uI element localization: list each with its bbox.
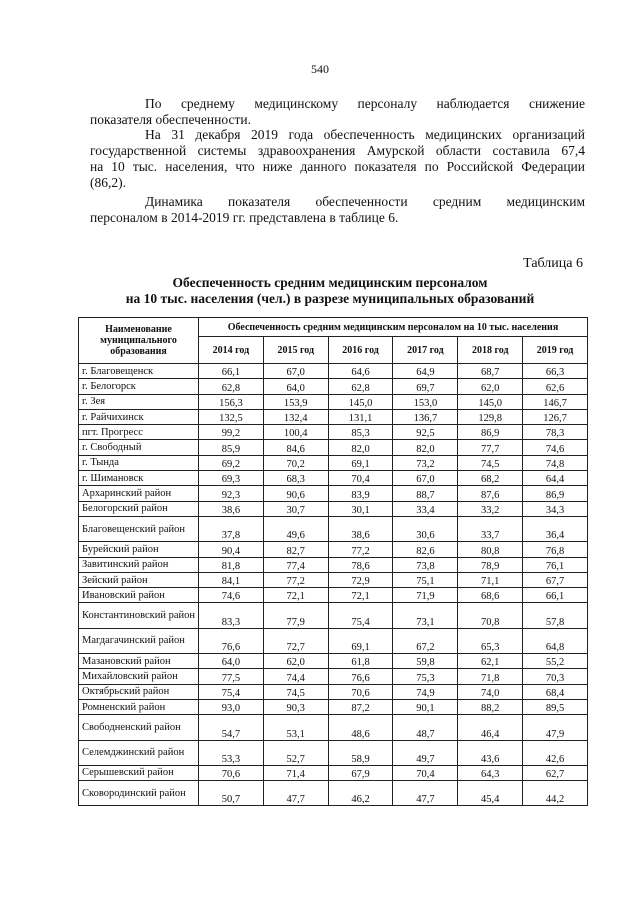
municipality-name: Благовещенский район xyxy=(79,516,199,541)
value-cell: 82,6 xyxy=(393,542,458,557)
value-cell: 136,7 xyxy=(393,409,458,424)
value-cell: 62,8 xyxy=(328,379,393,394)
value-cell: 34,3 xyxy=(523,501,588,516)
municipality-name: Константиновский район xyxy=(79,603,199,628)
value-cell: 70,3 xyxy=(523,669,588,684)
year-header: 2014 год xyxy=(199,337,264,364)
value-cell: 61,8 xyxy=(328,654,393,669)
value-cell: 90,4 xyxy=(199,542,264,557)
year-header: 2019 год xyxy=(523,337,588,364)
value-cell: 78,6 xyxy=(328,557,393,572)
value-cell: 42,6 xyxy=(523,740,588,765)
municipality-name: Серышевский район xyxy=(79,765,199,780)
municipality-name: Селемджинский район xyxy=(79,740,199,765)
value-cell: 100,4 xyxy=(263,425,328,440)
value-cell: 84,6 xyxy=(263,440,328,455)
value-cell: 78,9 xyxy=(458,557,523,572)
value-cell: 71,8 xyxy=(458,669,523,684)
municipality-name: Мазановский район xyxy=(79,654,199,669)
value-cell: 90,6 xyxy=(263,486,328,501)
municipality-name: г. Шимановск xyxy=(79,471,199,486)
value-cell: 72,7 xyxy=(263,628,328,653)
value-cell: 64,6 xyxy=(328,364,393,379)
value-cell: 64,4 xyxy=(523,471,588,486)
value-cell: 62,0 xyxy=(458,379,523,394)
value-cell: 90,3 xyxy=(263,699,328,714)
value-cell: 82,7 xyxy=(263,542,328,557)
value-cell: 126,7 xyxy=(523,409,588,424)
value-cell: 88,7 xyxy=(393,486,458,501)
value-cell: 46,2 xyxy=(328,781,393,806)
value-cell: 62,0 xyxy=(263,654,328,669)
value-cell: 82,0 xyxy=(328,440,393,455)
paragraph-1-rest: показателя обеспеченности. xyxy=(90,112,251,127)
value-cell: 74,5 xyxy=(458,455,523,470)
value-cell: 64,0 xyxy=(263,379,328,394)
value-cell: 66,1 xyxy=(523,588,588,603)
table-row xyxy=(79,765,588,780)
value-cell: 92,3 xyxy=(199,486,264,501)
value-cell: 132,4 xyxy=(263,409,328,424)
value-cell: 73,8 xyxy=(393,557,458,572)
value-cell: 71,9 xyxy=(393,588,458,603)
value-cell: 67,9 xyxy=(328,765,393,780)
value-cell: 83,3 xyxy=(199,603,264,628)
table-row xyxy=(79,364,588,379)
value-cell: 93,0 xyxy=(199,699,264,714)
value-cell: 82,0 xyxy=(393,440,458,455)
value-cell: 68,6 xyxy=(458,588,523,603)
value-cell: 45,4 xyxy=(458,781,523,806)
value-cell: 30,7 xyxy=(263,501,328,516)
value-cell: 77,7 xyxy=(458,440,523,455)
value-cell: 85,3 xyxy=(328,425,393,440)
table-row xyxy=(79,425,588,440)
value-cell: 75,1 xyxy=(393,572,458,587)
value-cell: 50,7 xyxy=(199,781,264,806)
paragraph-3-line-1: Динамика показателя обеспеченности средним медицинским xyxy=(145,194,585,209)
table-row xyxy=(79,379,588,394)
municipality-name: Архаринский район xyxy=(79,486,199,501)
staffing-table xyxy=(78,317,588,806)
value-cell: 47,7 xyxy=(393,781,458,806)
page-number: 540 xyxy=(311,62,329,76)
table-row xyxy=(79,684,588,699)
value-cell: 49,7 xyxy=(393,740,458,765)
table-row xyxy=(79,409,588,424)
table-row xyxy=(79,440,588,455)
value-cell: 87,6 xyxy=(458,486,523,501)
value-cell: 86,9 xyxy=(458,425,523,440)
value-cell: 75,4 xyxy=(199,684,264,699)
value-cell: 87,2 xyxy=(328,699,393,714)
value-cell: 57,8 xyxy=(523,603,588,628)
value-cell: 30,6 xyxy=(393,516,458,541)
table-row xyxy=(79,628,588,653)
value-cell: 48,7 xyxy=(393,715,458,740)
value-cell: 86,9 xyxy=(523,486,588,501)
value-cell: 70,6 xyxy=(328,684,393,699)
value-cell: 156,3 xyxy=(199,394,264,409)
value-cell: 33,7 xyxy=(458,516,523,541)
value-cell: 80,8 xyxy=(458,542,523,557)
value-cell: 84,1 xyxy=(199,572,264,587)
value-cell: 81,8 xyxy=(199,557,264,572)
value-cell: 64,0 xyxy=(199,654,264,669)
paragraph-1 xyxy=(90,96,585,128)
value-cell: 153,9 xyxy=(263,394,328,409)
value-cell: 69,7 xyxy=(393,379,458,394)
value-cell: 52,7 xyxy=(263,740,328,765)
value-cell: 38,6 xyxy=(328,516,393,541)
value-cell: 74,8 xyxy=(523,455,588,470)
value-cell: 73,1 xyxy=(393,603,458,628)
table-row xyxy=(79,740,588,765)
value-cell: 33,4 xyxy=(393,501,458,516)
table-title-line-2: на 10 тыс. населения (чел.) в разрезе муниципальных образований xyxy=(125,291,535,306)
value-cell: 62,6 xyxy=(523,379,588,394)
paragraph-3 xyxy=(90,194,585,226)
table-row xyxy=(79,781,588,806)
value-cell: 70,4 xyxy=(328,471,393,486)
value-cell: 99,2 xyxy=(199,425,264,440)
table-row xyxy=(79,455,588,470)
value-cell: 72,1 xyxy=(328,588,393,603)
value-cell: 70,8 xyxy=(458,603,523,628)
table-row xyxy=(79,471,588,486)
value-cell: 77,4 xyxy=(263,557,328,572)
year-header: 2016 год xyxy=(328,337,393,364)
municipality-name: Белогорский район xyxy=(79,501,199,516)
value-cell: 85,9 xyxy=(199,440,264,455)
value-cell: 64,8 xyxy=(523,628,588,653)
value-cell: 47,7 xyxy=(263,781,328,806)
value-cell: 76,6 xyxy=(328,669,393,684)
municipality-name: Октябрьский район xyxy=(79,684,199,699)
value-cell: 74,6 xyxy=(523,440,588,455)
value-cell: 76,8 xyxy=(523,542,588,557)
value-cell: 64,3 xyxy=(458,765,523,780)
value-cell: 74,5 xyxy=(263,684,328,699)
year-header: 2018 год xyxy=(458,337,523,364)
value-cell: 69,1 xyxy=(328,455,393,470)
value-cell: 74,0 xyxy=(458,684,523,699)
value-cell: 67,0 xyxy=(393,471,458,486)
value-cell: 67,7 xyxy=(523,572,588,587)
value-cell: 75,4 xyxy=(328,603,393,628)
value-cell: 48,6 xyxy=(328,715,393,740)
table-row xyxy=(79,588,588,603)
value-cell: 145,0 xyxy=(458,394,523,409)
table-row xyxy=(79,699,588,714)
municipality-name: г. Зея xyxy=(79,394,199,409)
table-row xyxy=(79,557,588,572)
paragraph-3-rest: персоналом в 2014-2019 гг. представлена в таблице 6. xyxy=(90,210,399,225)
value-cell: 36,4 xyxy=(523,516,588,541)
municipality-name: г. Свободный xyxy=(79,440,199,455)
municipality-name: Свободненский район xyxy=(79,715,199,740)
value-cell: 129,8 xyxy=(458,409,523,424)
municipality-name: г. Белогорск xyxy=(79,379,199,394)
value-cell: 76,6 xyxy=(199,628,264,653)
table-row xyxy=(79,394,588,409)
paragraph-2-rest: (86,2). xyxy=(90,175,126,190)
paragraph-2 xyxy=(90,127,585,191)
value-cell: 153,0 xyxy=(393,394,458,409)
value-cell: 43,6 xyxy=(458,740,523,765)
value-cell: 76,1 xyxy=(523,557,588,572)
value-cell: 77,2 xyxy=(263,572,328,587)
group-column-header: Обеспеченность средним медицинским персоналом на 10 тыс. населения xyxy=(199,318,588,337)
municipality-name: Зейский район xyxy=(79,572,199,587)
municipality-name: Михайловский район xyxy=(79,669,199,684)
value-cell: 54,7 xyxy=(199,715,264,740)
value-cell: 62,7 xyxy=(523,765,588,780)
name-column-header: Наименование муниципального образования xyxy=(79,318,199,364)
value-cell: 68,7 xyxy=(458,364,523,379)
value-cell: 55,2 xyxy=(523,654,588,669)
value-cell: 33,2 xyxy=(458,501,523,516)
municipality-name: Бурейский район xyxy=(79,542,199,557)
value-cell: 73,2 xyxy=(393,455,458,470)
municipality-name: Магдагачинский район xyxy=(79,628,199,653)
municipality-name: Ивановский район xyxy=(79,588,199,603)
value-cell: 74,6 xyxy=(199,588,264,603)
value-cell: 65,3 xyxy=(458,628,523,653)
value-cell: 69,2 xyxy=(199,455,264,470)
value-cell: 64,9 xyxy=(393,364,458,379)
value-cell: 89,5 xyxy=(523,699,588,714)
value-cell: 90,1 xyxy=(393,699,458,714)
value-cell: 75,3 xyxy=(393,669,458,684)
value-cell: 59,8 xyxy=(393,654,458,669)
value-cell: 83,9 xyxy=(328,486,393,501)
value-cell: 92,5 xyxy=(393,425,458,440)
value-cell: 70,2 xyxy=(263,455,328,470)
value-cell: 68,2 xyxy=(458,471,523,486)
value-cell: 88,2 xyxy=(458,699,523,714)
value-cell: 77,9 xyxy=(263,603,328,628)
value-cell: 58,9 xyxy=(328,740,393,765)
value-cell: 74,9 xyxy=(393,684,458,699)
value-cell: 44,2 xyxy=(523,781,588,806)
table-row xyxy=(79,654,588,669)
table-row xyxy=(79,486,588,501)
value-cell: 146,7 xyxy=(523,394,588,409)
value-cell: 71,4 xyxy=(263,765,328,780)
municipality-name: Ромненский район xyxy=(79,699,199,714)
year-header: 2015 год xyxy=(263,337,328,364)
value-cell: 145,0 xyxy=(328,394,393,409)
value-cell: 68,3 xyxy=(263,471,328,486)
table-title-line-1: Обеспеченность средним медицинским персоналом xyxy=(172,275,488,290)
value-cell: 74,4 xyxy=(263,669,328,684)
table-row xyxy=(79,715,588,740)
municipality-name: г. Благовещенск xyxy=(79,364,199,379)
value-cell: 68,4 xyxy=(523,684,588,699)
value-cell: 30,1 xyxy=(328,501,393,516)
municipality-name: г. Райчихинск xyxy=(79,409,199,424)
value-cell: 71,1 xyxy=(458,572,523,587)
table-row xyxy=(79,603,588,628)
municipality-name: Сковородинский район xyxy=(79,781,199,806)
value-cell: 77,2 xyxy=(328,542,393,557)
table-row xyxy=(79,501,588,516)
value-cell: 37,8 xyxy=(199,516,264,541)
value-cell: 38,6 xyxy=(199,501,264,516)
table-row xyxy=(79,542,588,557)
value-cell: 78,3 xyxy=(523,425,588,440)
municipality-name: пгт. Прогресс xyxy=(79,425,199,440)
municipality-name: Завитинский район xyxy=(79,557,199,572)
value-cell: 66,1 xyxy=(199,364,264,379)
value-cell: 72,9 xyxy=(328,572,393,587)
value-cell: 70,6 xyxy=(199,765,264,780)
value-cell: 53,3 xyxy=(199,740,264,765)
value-cell: 72,1 xyxy=(263,588,328,603)
value-cell: 69,1 xyxy=(328,628,393,653)
paragraph-2-line-2: государственной системы здравоохранения Амурской области составила 67,4 xyxy=(90,143,585,158)
value-cell: 131,1 xyxy=(328,409,393,424)
value-cell: 46,4 xyxy=(458,715,523,740)
year-header: 2017 год xyxy=(393,337,458,364)
value-cell: 47,9 xyxy=(523,715,588,740)
paragraph-2-line-3: на 10 тыс. населения, что ниже данного показателя по Российской Федерации xyxy=(90,159,585,174)
table-title xyxy=(80,275,580,307)
municipality-name: г. Тында xyxy=(79,455,199,470)
value-cell: 69,3 xyxy=(199,471,264,486)
value-cell: 62,8 xyxy=(199,379,264,394)
value-cell: 67,2 xyxy=(393,628,458,653)
value-cell: 70,4 xyxy=(393,765,458,780)
value-cell: 132,5 xyxy=(199,409,264,424)
table-row xyxy=(79,572,588,587)
value-cell: 66,3 xyxy=(523,364,588,379)
value-cell: 77,5 xyxy=(199,669,264,684)
paragraph-2-line-1: На 31 декабря 2019 года обеспеченность медицинских организаций xyxy=(145,127,585,142)
value-cell: 62,1 xyxy=(458,654,523,669)
table-row xyxy=(79,516,588,541)
value-cell: 53,1 xyxy=(263,715,328,740)
table-label: Таблица 6 xyxy=(523,256,583,271)
table-row xyxy=(79,669,588,684)
value-cell: 49,6 xyxy=(263,516,328,541)
value-cell: 67,0 xyxy=(263,364,328,379)
paragraph-1-line-1: По среднему медицинскому персоналу наблюдается снижение xyxy=(145,96,585,111)
